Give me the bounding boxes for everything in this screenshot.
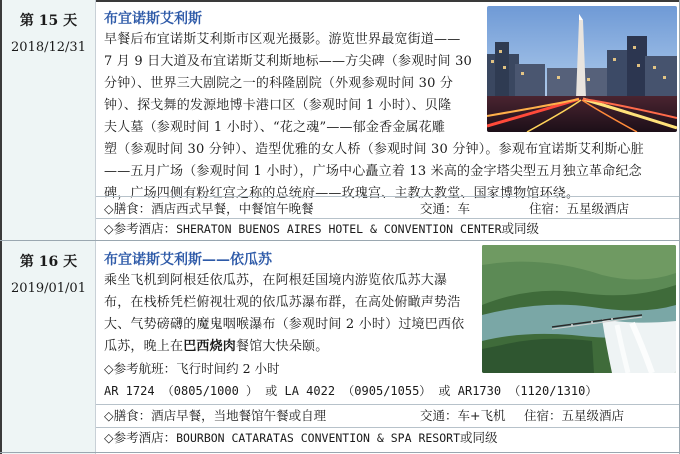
hotel-name: BOURBON CATARATAS CONVENTION & SPA RESORT <box>176 431 460 445</box>
meals-info: ◇膳食：酒店西式早餐，中餐馆午晚餐 <box>104 201 314 216</box>
date-label: 2018/12/31 <box>11 40 86 55</box>
description-text: 瓜苏，晚上在 <box>104 339 184 354</box>
hotel-label: ◇参考酒店： <box>104 221 177 236</box>
description-line <box>104 339 328 354</box>
itinerary-row-day-16 <box>0 241 680 454</box>
accommodation-info: 住宿：五星级酒店 <box>524 408 625 423</box>
description-line: 大、气势磅礴的魔鬼咽喉瀑布（参观时间 2 小时）过境巴西依 <box>104 317 465 332</box>
date-cell <box>0 241 96 454</box>
hotel-suffix: 或同级 <box>501 221 540 236</box>
day-description <box>104 29 644 205</box>
hotel-row <box>104 218 539 240</box>
description-line: 塑（参观时间 30 分钟）、造型优雅的女人桥（参观时间 30 分钟）。参观布宜诺斯艾利斯心脏 <box>104 142 644 157</box>
description-line: 布，在栈桥凭栏俯视壮观的依瓜苏瀑布群，在高处俯瞰声势浩 <box>104 295 461 310</box>
description-line: ——五月广场（参观时间 1 小时），广场中心矗立着 13 米高的金字塔尖型五月独立革命纪念 <box>104 164 642 179</box>
day-description <box>104 270 464 358</box>
description-line: 夫人墓（参观时间 1 小时）、“花之魂”——郁金香金属花雕 <box>104 120 446 135</box>
flight-label-row <box>104 358 280 380</box>
flight-label: ◇参考航班：飞行时间约 2 小时 <box>104 361 280 376</box>
hotel-row <box>104 427 498 449</box>
hotel-name: SHERATON BUENOS AIRES HOTEL & CONVENTION CENTER <box>176 222 502 236</box>
date-cell <box>0 0 96 240</box>
day-label: 第 15 天 <box>19 13 78 29</box>
flight-list-row <box>104 380 597 402</box>
day-title: 布宜诺斯艾利斯——依瓜苏 <box>104 252 272 268</box>
transport-info: 交通：车+飞机 <box>420 408 506 423</box>
table-bottom-border <box>0 452 680 453</box>
description-line: 钟）、探戈舞的发源地博卡港口区（参观时间 1 小时）、贝隆 <box>104 98 452 113</box>
content-cell <box>96 0 680 240</box>
description-line: 早餐后布宜诺斯艾利斯市区观光摄影。游览世界最宽街道—— <box>104 32 461 47</box>
meals-row <box>104 405 625 427</box>
day-label: 第 16 天 <box>19 254 78 270</box>
description-line: 7 月 9 日大道及布宜诺斯艾利斯地标——方尖碑（参观时间 30 <box>104 54 473 69</box>
description-line: 碑，广场四侧有粉红宫之称的总统府——玫瑰宫、主教大教堂、国家博物馆环绕。 <box>104 186 580 201</box>
day-title: 布宜诺斯艾利斯 <box>104 11 202 27</box>
meals-info: ◇膳食：酒店早餐，当地餐馆午餐或自理 <box>104 408 327 423</box>
waterfall-image <box>482 245 676 373</box>
transport-info: 交通：车 <box>420 201 471 216</box>
hotel-suffix: 或同级 <box>460 430 498 445</box>
description-line: 分钟）、世界三大剧院之一的科隆剧院（外观参观时间 30 分 <box>104 76 454 91</box>
accommodation-info: 住宿：五星级酒店 <box>529 201 630 216</box>
section-divider <box>96 196 679 197</box>
highlight-bbq: 巴西烧肉 <box>183 339 237 354</box>
hotel-label: ◇参考酒店： <box>104 430 177 445</box>
iguazu-falls-photo <box>482 245 676 373</box>
description-text: 餐馆大快朵颐。 <box>236 339 329 354</box>
date-label: 2019/01/01 <box>11 281 86 296</box>
content-cell <box>96 241 680 454</box>
flight-list: AR 1724 （0805/1000 ） 或 LA 4022 （0905/1055） 或 AR1730 （1120/1310） <box>104 384 598 398</box>
meals-row <box>104 198 630 220</box>
description-line: 乘坐飞机到阿根廷依瓜苏，在阿根廷国境内游览依瓜苏大瀑 <box>104 273 448 288</box>
